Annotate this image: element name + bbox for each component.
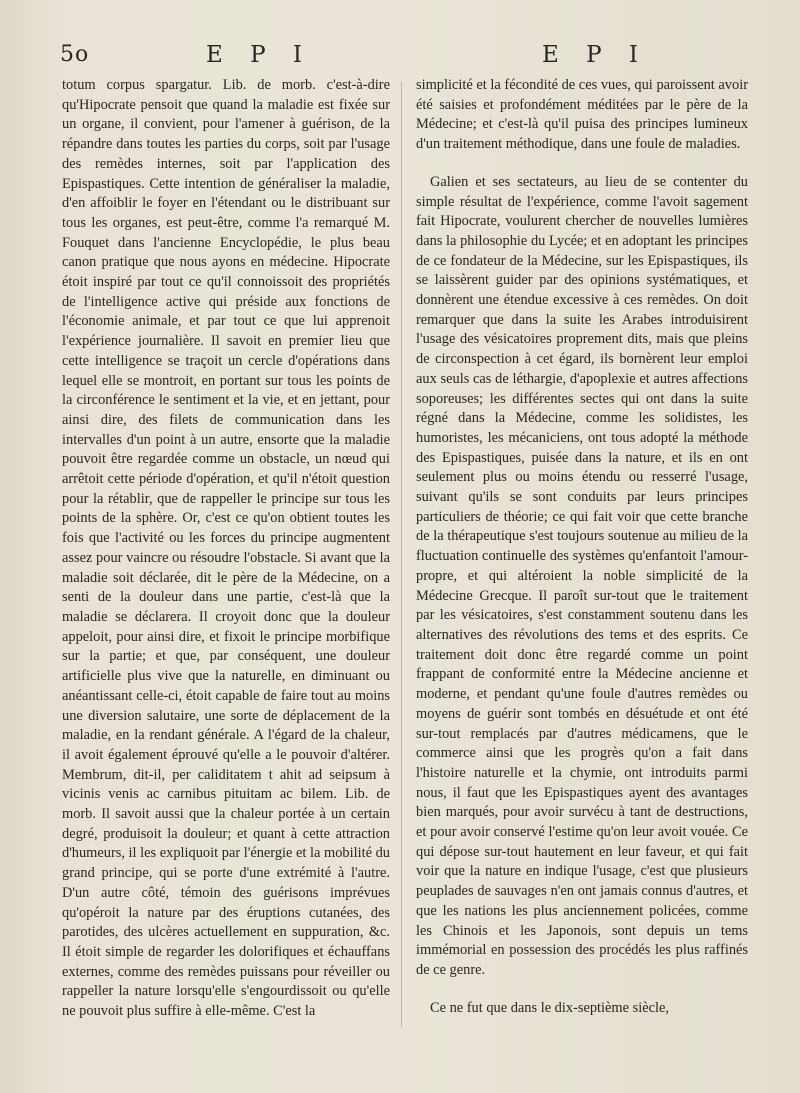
running-head-left: E P I — [206, 42, 312, 68]
running-head-right: E P I — [542, 42, 648, 68]
right-column-paragraph-3: Ce ne fut que dans le dix-septième siècle, — [430, 999, 669, 1016]
page-header — [60, 42, 772, 72]
column-gutter — [401, 82, 402, 1027]
right-text-column — [416, 76, 748, 1018]
left-column-paragraph: totum corpus spargatur. Lib. de morb. c'est-à-dire qu'Hipocrate pensoit que quand la maladie est fixée sur un organe, il convient, pour l'amener à guérison, de la répandre dans toutes les parties du corps, soit par l'usage des remèdes internes, soit par l'application des Epispastiques. Cette intention de généraliser la maladie, d'en affoiblir le foyer en l'étendant ou le distribuant sur tous les organes, est peut-être, comme l'a remarqué M. Fouquet dans l'ancienne Encyclopédie, le plus beau canon pratique que nous ayons en médecine. Hipocrate étoit inspiré par tout ce qu'il connoissoit des propriétés de l'intelligence active qui préside aux fonctions de l'économie animale, et par tout ce que lui apprenoit l'expérience journalière. Il savoit en premier lieu que cette intelligence se traçoit un cercle d'opérations dans lequel elle se montroit, en portant sur tous les points de la circonférence le sentiment et la vie, et en jettant, pour ainsi dire, des filets de communication dans les intervalles d'un point à un autre, ensorte que la maladie pouvoit être regardée comme un obstacle, un nœud qui arrêtoit cette période d'opération, et qu'il n'étoit question pour la rétablir, que de rappeller le principe sur tous les points de la sphère. Or, c'est ce qu'on obtient toutes les fois que l'activité ou les forces du principe augmentent assez pour vaincre ou résoudre l'obstacle. Si avant que la maladie soit déclarée, dit le père de la Médecine, on a senti de la douleur dans une partie, c'est-là que la maladie se déclarera. Il croyoit donc que la douleur appeloit, pour ainsi dire, et fixoit le principe morbifique sur la partie; et que, par conséquent, une douleur artificielle plus vive que la naturelle, en diminuant ou anéantissant celle-ci, étoit capable de faire tout au moins une diversion salutaire, une sorte de déplacement de la maladie, en la rendant générale. A l'égard de la chaleur, il avoit également éprouvé qu'elle a le pouvoir d'altérer. Membrum, dit-il, per caliditatem t ahit ad seipsum à vicinis venis ac carnibus pituitam ac bilem. Lib. de morb. Il savoit aussi que la chaleur portée à un certain degré, produisoit la douleur; et quant à cette attraction d'humeurs, il les expliquoit par l'énergie et la mobilité du grand principe, qui se porte d'une extrémité à l'autre. D'un autre côté, témoin des guérisons imprévues qu'opéroit la nature par des éruptions cutanées, des parotides, des ulcères actuellement en suppuration, &c. Il étoit simple de regarder les dolorifiques et échauffans externes, comme des remèdes puissans pour réveiller ou rappeller la nature lorsqu'elle s'engourdissoit ou qu'elle ne pouvoit plus suffire à elle-même. C'est la — [62, 77, 390, 1020]
right-column-paragraph-2: Galien et ses sectateurs, au lieu de se contenter du simple résultat de l'expérience, comme l'avoit sagement fait Hipocrate, voulurent chercher de nouvelles lumières dans la philosophie du Lycée; et en adoptant les principes de ce fondateur de la Médecine, sur les Epispastiques, ils se laissèrent guider par des opinions systématiques, et donnèrent une étendue excessive à ces remèdes. On doit remarquer que dans la suite les Arabes introduisirent l'usage des vésicatoires proprement dits, mais que pleins de circonspection à cet égard, ils bornèrent leur emploi aux seuls cas de léthargie, d'apoplexie et autres affections soporeuses; les différentes sectes qui ont dans la suite régné dans la Médecine, comme les solidistes, les humoristes, les mécaniciens, ont tous adopté la méthode des Epispastiques, puisée dans la nature, et ils en ont seulement plus ou moins étendu ou resserré l'usage, suivant qu'ils se sont conduits par leurs principes particuliers de théorie; ce qui fait voir que cette branche de la thérapeutique s'est toujours soutenue au milieu de la fluctuation continuelle des systèmes qu'enfantoit l'amour-propre, et qui altéroient la noble simplicité de la Médecine Grecque. Il paroît sur-tout que le traitement par les vésicatoires, s'est constamment soutenu dans les alternatives des révolutions des tems et des esprits. Ce traitement doit donc être regardé comme un point frappant de conformité entre la Médecine ancienne et moderne, et pendant qu'une foule d'autres remèdes ou moyens de guérir sont tombés en désuétude et ont été sur-tout remplacés par d'autres médicamens, que le commerce ainsi que les progrès qu'on a fait dans l'histoire naturelle et la chymie, ont introduits parmi nous, il faut que les Epispastiques ayent des avantages bien marqués, pour avoir survécu à tant de destructions, et pour avoir conservé l'estime qu'on leur avoit vouée. Ce qui dépose sur-tout hautement en leur faveur, et qui fait voir que la nature en indique l'usage, c'est que plusieurs peuplades de sauvages n'en ont jamais connus d'autres, et que les nations les plus anciennement policées, comme les Chinois et les Japonois, sont depuis un tems immémorial en possession des procédés les plus raffinés de ce genre. — [416, 173, 748, 978]
left-text-column — [62, 76, 390, 1022]
right-column-paragraph-1: simplicité et la fécondité de ces vues, qui paroissent avoir été saisies et profondément méditées par le père de la Médecine; et c'est-là qu'il puisa des principes lumineux d'un traitement méthodique, dans une foule de maladies. — [416, 77, 748, 153]
page-number: 5o — [60, 42, 90, 67]
